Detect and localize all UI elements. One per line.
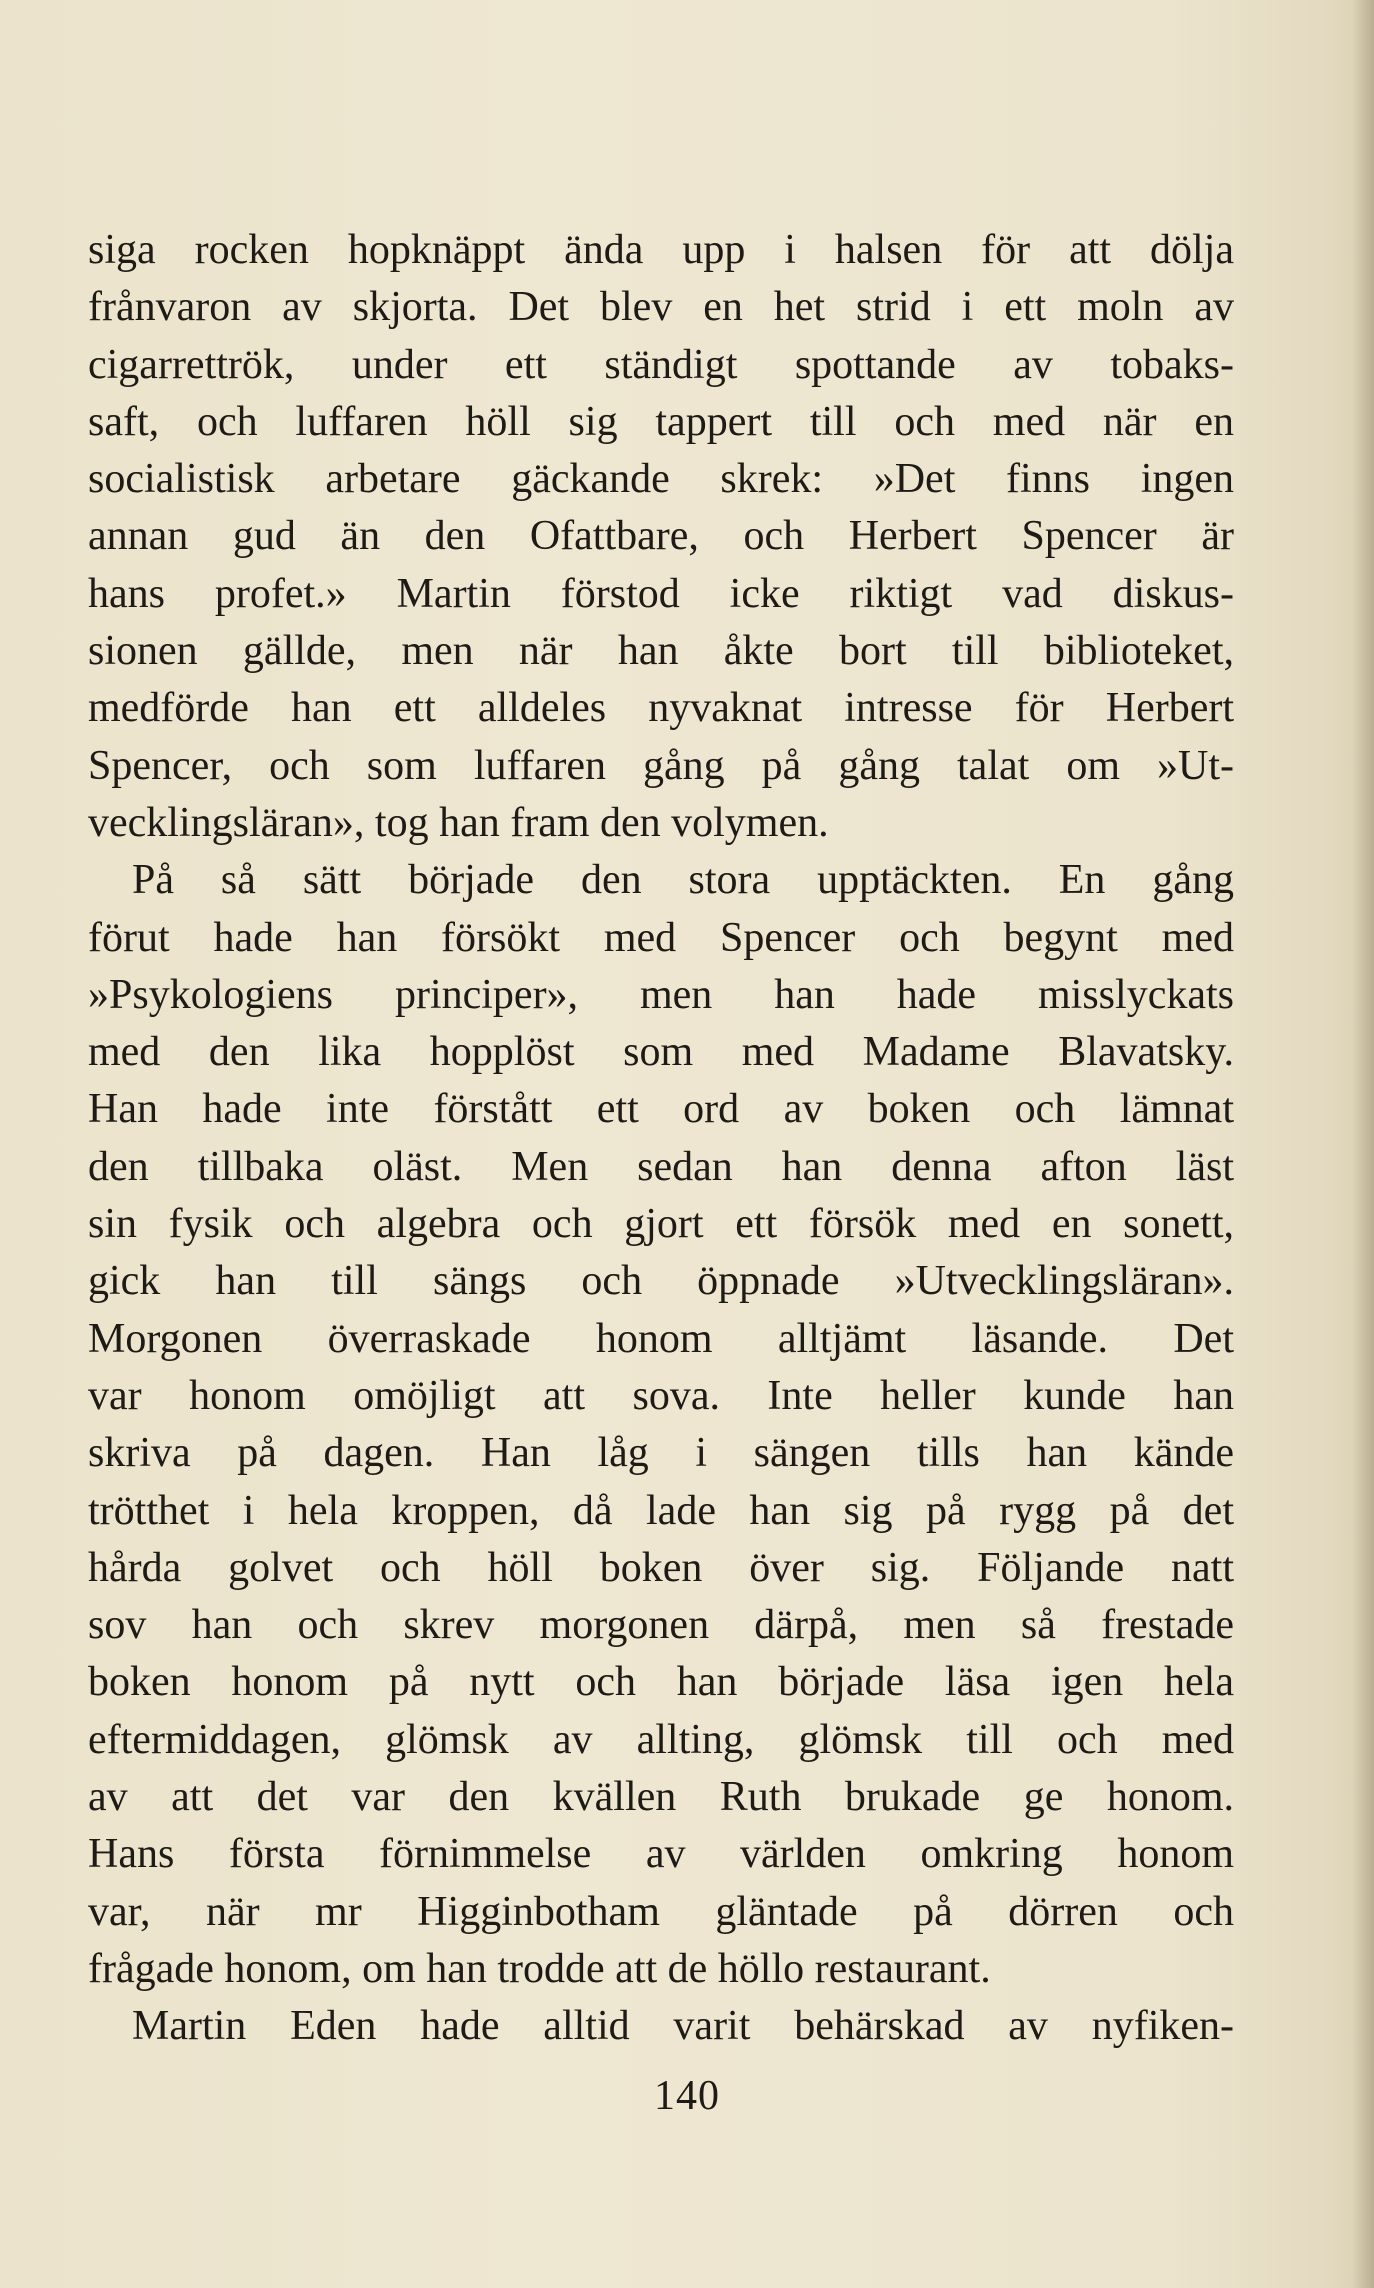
text-line: var honom omöjligt att sova. Inte heller kunde han xyxy=(88,1372,1234,1419)
page-edge-shadow xyxy=(1352,0,1374,2288)
text-line: trötthet i hela kroppen, då lade han sig på rygg på det xyxy=(88,1487,1234,1534)
text-line: »Psykologiens principer», men han hade misslyckats xyxy=(88,971,1234,1018)
text-line: Han hade inte förstått ett ord av boken och lämnat xyxy=(88,1086,1234,1133)
text-line: cigarrettrök, under ett ständigt spottande av tobaks- xyxy=(88,341,1234,388)
text-line: skriva på dagen. Han låg i sängen tills han kände xyxy=(88,1430,1234,1477)
text-line: siga rocken hopknäppt ända upp i halsen för att dölja xyxy=(88,227,1234,273)
text-line: med den lika hopplöst som med Madame Blavatsky. xyxy=(88,1029,1234,1076)
text-line: vecklingsläran», tog han fram den volymen. xyxy=(88,799,829,846)
text-line: eftermiddagen, glömsk av allting, glömsk till och med xyxy=(88,1716,1234,1763)
text-line: annan gud än den Ofattbare, och Herbert Spencer är xyxy=(88,513,1234,560)
text-line: saft, och luffaren höll sig tappert till och med när en xyxy=(88,398,1234,445)
text-line: Spencer, och som luffaren gång på gång talat om »Ut- xyxy=(88,742,1234,789)
text-line: Martin Eden hade alltid varit behärskad av nyfiken- xyxy=(132,2003,1234,2050)
text-line: boken honom på nytt och han började läsa igen hela xyxy=(88,1659,1234,1706)
page-number: 140 xyxy=(654,2073,720,2119)
text-line: Morgonen överraskade honom alltjämt läsande. Det xyxy=(88,1315,1234,1362)
text-line: frånvaron av skjorta. Det blev en het strid i ett moln av xyxy=(88,284,1234,331)
text-line: På så sätt började den stora upptäckten. En gång xyxy=(132,857,1234,904)
text-line: av att det var den kvällen Ruth brukade ge honom. xyxy=(88,1774,1234,1821)
text-line: var, när mr Higginbotham gläntade på dörren och xyxy=(88,1888,1234,1935)
text-line: gick han till sängs och öppnade »Utvecklingsläran». xyxy=(88,1258,1234,1305)
text-line: hårda golvet och höll boken över sig. Följande natt xyxy=(88,1544,1234,1591)
body-text xyxy=(88,222,1234,2056)
text-line: frågade honom, om han trodde att de höllo restaurant. xyxy=(88,1945,991,1992)
text-line: medförde han ett alldeles nyvaknat intresse för Herbert xyxy=(88,685,1234,732)
text-line: sov han och skrev morgonen därpå, men så frestade xyxy=(88,1602,1234,1649)
text-line: förut hade han försökt med Spencer och begynt med xyxy=(88,914,1234,961)
text-line: sin fysik och algebra och gjort ett försök med en sonett, xyxy=(88,1201,1234,1248)
text-line: Hans första förnimmelse av världen omkring honom xyxy=(88,1831,1234,1878)
text-line: den tillbaka oläst. Men sedan han denna afton läst xyxy=(88,1143,1234,1190)
text-line: socialistisk arbetare gäckande skrek: »Det finns ingen xyxy=(88,456,1234,503)
text-line: sionen gällde, men när han åkte bort till biblioteket, xyxy=(88,628,1234,675)
text-line: hans profet.» Martin förstod icke riktigt vad diskus- xyxy=(88,570,1234,617)
